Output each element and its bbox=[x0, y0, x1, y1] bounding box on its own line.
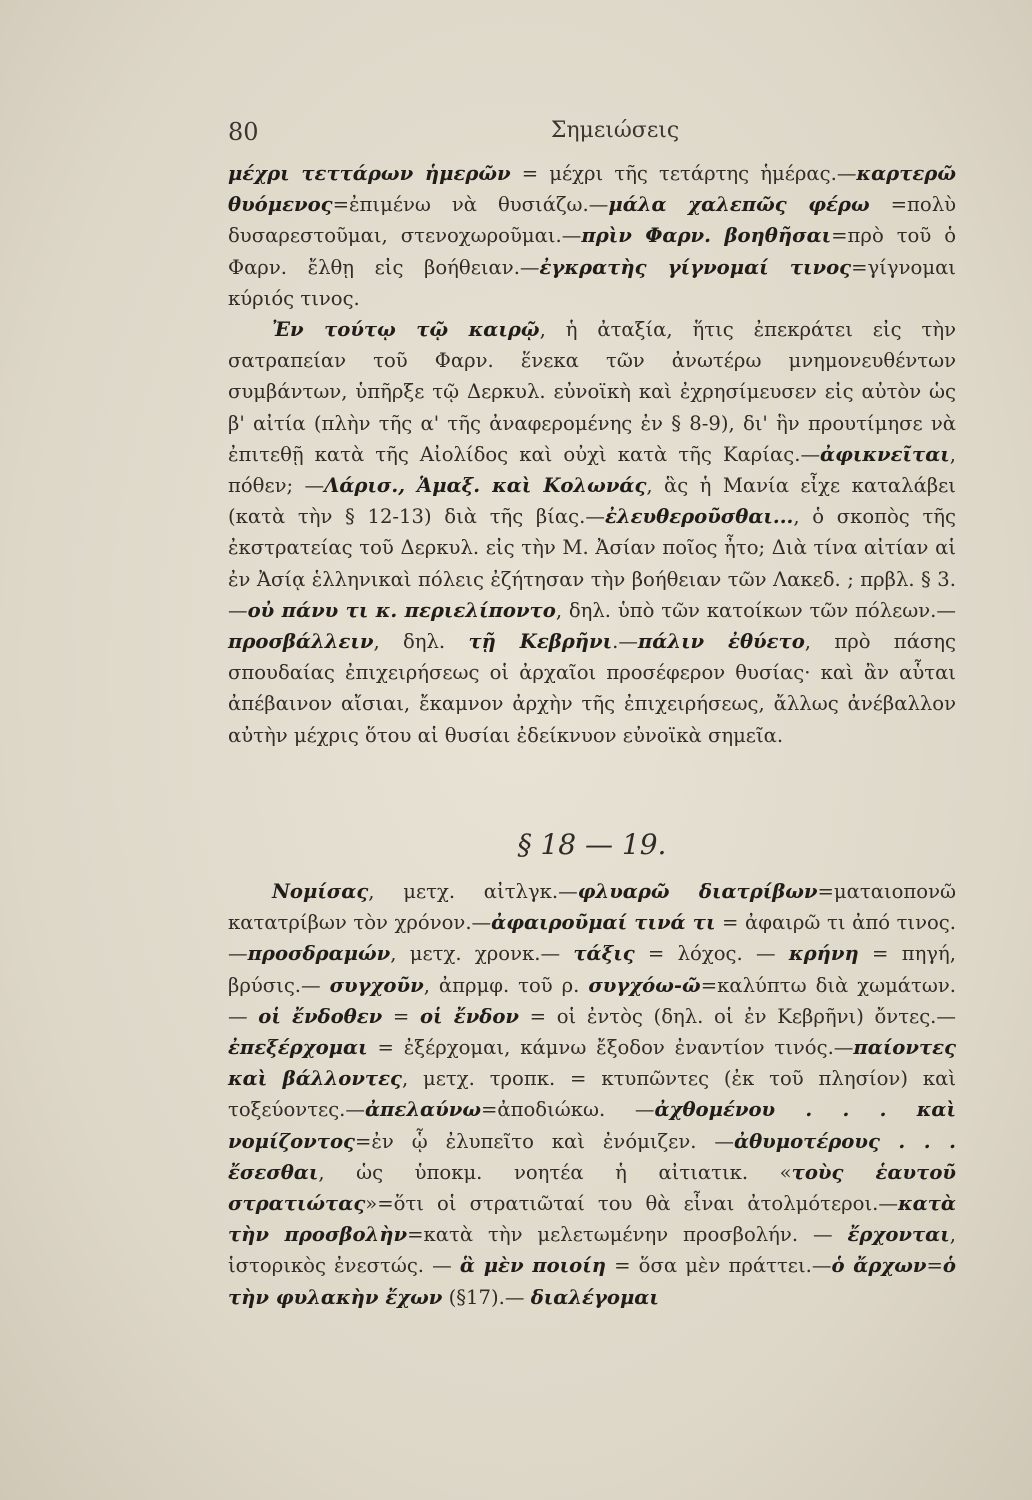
lemma-term: προσδραμών bbox=[247, 942, 391, 966]
gloss-text: , ἱστορικὸς ἐνεστώς. — bbox=[228, 1223, 956, 1278]
note-paragraph-3 bbox=[228, 876, 956, 1313]
lemma-term: κρήνη bbox=[788, 942, 859, 966]
lemma-term: ἀχθομένου . . . καὶ νομίζοντος bbox=[228, 1098, 956, 1153]
lemma-term: τοὺς ἑαυτοῦ στρατιώτας bbox=[228, 1160, 956, 1216]
gloss-text: =καλύπτω διὰ χωμάτων.— bbox=[228, 973, 956, 1028]
gloss-text: , ἀπρμφ. τοῦ ρ. bbox=[423, 973, 589, 997]
lemma-term: ἀπελαύνω bbox=[364, 1098, 481, 1122]
lemma-term: τῇ Κεβρῆνι bbox=[468, 630, 613, 654]
notes-text-upper bbox=[228, 158, 956, 751]
lemma-term: φλυαρῶ διατρίβων bbox=[577, 880, 818, 903]
gloss-text: (§17).— bbox=[442, 1285, 531, 1309]
lemma-term: ἃ μὲν ποιοίη bbox=[459, 1254, 606, 1278]
gloss-text: , δηλ. bbox=[373, 630, 469, 654]
lemma-term: ἐπεξέρχομαι bbox=[228, 1036, 368, 1060]
lemma-term: ἐγκρατὴς γίγνομαί τινος bbox=[539, 255, 852, 279]
lemma-term: προσβάλλειν bbox=[228, 630, 374, 654]
lemma-term: ἔρχονται bbox=[847, 1223, 950, 1247]
lemma-term: οὐ πάνυ τι κ. περιελίποντο bbox=[247, 598, 556, 622]
lemma-term: πρὶν Φαρν. βοηθῆσαι bbox=[581, 224, 832, 248]
gloss-text: , δηλ. ὑπὸ τῶν κατοίκων τῶν πόλεων.— bbox=[555, 598, 956, 622]
lemma-term: ὁ ἄρχων bbox=[831, 1254, 927, 1278]
gloss-text: =κατὰ τὴν μελετωμένην προσβολήν. — bbox=[407, 1223, 848, 1247]
gloss-text: = μέχρι τῆς τετάρτης ἡμέρας.— bbox=[510, 162, 857, 185]
note-paragraph-1 bbox=[228, 158, 956, 314]
gloss-text: =ματαιοπονῶ κατατρίβων τὸν χρόνον.— bbox=[228, 880, 956, 935]
lemma-term: διαλέγομαι bbox=[530, 1285, 659, 1309]
gloss-text: = bbox=[926, 1254, 943, 1278]
gloss-text: = οἱ ἐντὸς (δηλ. οἱ ἐν Κεβρῆνι) ὄντες.— bbox=[519, 1004, 956, 1028]
gloss-text: = bbox=[382, 1004, 420, 1028]
lemma-term: πάλιν ἐθύετο bbox=[637, 630, 805, 654]
gloss-text: =πολὺ δυσαρεστοῦμαι, στενοχωροῦμαι.— bbox=[228, 193, 957, 248]
gloss-text: , μετχ. χρονκ.— bbox=[390, 942, 574, 966]
gloss-text: = ἐξέρχομαι, κάμνω ἔξοδον ἐναντίον τινός.— bbox=[367, 1036, 854, 1060]
lemma-term: οἱ ἔνδοθεν bbox=[258, 1004, 383, 1028]
gloss-text: , ἡ ἀταξία, ἥτις ἐπεκράτει εἰς τὴν σατραπείαν τοῦ Φαρν. ἕνεκα τῶν ἀνωτέρω μνημονευθέντων συμβάντων, ὑπῆρξε τῷ Δερκυλ. εὐνοϊκὴ καὶ ἐχρησίμευσεν εἰς αὐτὸν ὡς β' αἰτία (πλὴν τῆς α' τῆς ἀναφερομένης ἐν § 8-9), δι' ἣν προυτίμησε νὰ ἐπιτεθῇ κατὰ τῆς Αἰολίδος καὶ οὐχὶ κατὰ τῆς Καρίας.— bbox=[228, 318, 956, 466]
notes-text-lower bbox=[228, 876, 956, 1313]
lemma-term: Λάρισ., Ἁμαξ. καὶ Κολωνάς bbox=[324, 474, 647, 498]
gloss-text: »=ὅτι οἱ στρατιῶταί του θὰ εἶναι ἀτολμότεροι.— bbox=[365, 1192, 898, 1216]
lemma-term: συγχοῦν bbox=[329, 973, 424, 997]
gloss-text: = πηγή, βρύσις.— bbox=[228, 942, 956, 997]
lemma-term: μάλα χαλεπῶς φέρω bbox=[608, 193, 870, 217]
gloss-text: , μετχ. αἰτλγκ.— bbox=[368, 880, 578, 903]
lemma-term: καρτερῶ θυόμενος bbox=[228, 162, 956, 217]
lemma-term: Νομίσας bbox=[272, 880, 369, 903]
lemma-term: Ἐν τούτῳ τῷ καιρῷ bbox=[272, 318, 540, 342]
gloss-text: , πόθεν; — bbox=[228, 442, 956, 498]
gloss-text: =ἐπιμένω νὰ θυσιάζω.— bbox=[332, 193, 609, 217]
gloss-text: , ὁ σκοπὸς τῆς ἐκστρατείας τοῦ Δερκυλ. εἰς τὴν Μ. Ἀσίαν ποῖος ἦτο; Διὰ τίνα αἰτίαν αἱ ἐν Ἀσίᾳ ἑλληνικαὶ πόλεις ἐζήτησαν τὴν βοήθειαν τῶν Λακεδ. ; πρβλ. § 3.— bbox=[228, 505, 957, 622]
gloss-text: =γίγνομαι κύριός τινος. bbox=[228, 255, 956, 310]
gloss-text: .— bbox=[612, 630, 638, 654]
lemma-term: ἀφαιροῦμαί τινά τι bbox=[491, 911, 716, 935]
lemma-term: ἐλευθεροῦσθαι... bbox=[604, 505, 794, 529]
page-number: 80 bbox=[228, 118, 259, 146]
running-title: Σημειώσεις bbox=[550, 118, 680, 143]
gloss-text: , μετχ. τροπκ. = κτυπῶντες (ἐκ τοῦ πλησίον) καὶ τοξεύοντες.— bbox=[228, 1067, 957, 1122]
section-heading: § 18 — 19. bbox=[517, 828, 667, 861]
gloss-text: , πρὸ πάσης σπουδαίας ἐπιχειρήσεως οἱ ἀρχαῖοι προσέφερον θυσίας· καὶ ἂν αὗται ἀπέβαινον αἴσιαι, ἔκαμνον ἀρχὴν τῆς ἐπιχειρήσεως, ἄλλως ἀνέβαλλον αὐτὴν μέχρις ὅτου αἱ θυσίαι ἐδείκνυον εὐνοϊκὰ σημεῖα. bbox=[228, 630, 957, 747]
gloss-text: =ἀποδιώκω. — bbox=[480, 1098, 655, 1122]
lemma-term: ὁ τὴν φυλακὴν ἔχων bbox=[228, 1254, 956, 1309]
lemma-term: οἱ ἔνδον bbox=[419, 1004, 520, 1028]
note-paragraph-2 bbox=[228, 314, 956, 751]
lemma-term: μέχρι τεττάρων ἡμερῶν bbox=[228, 162, 511, 185]
lemma-term: παίοντες καὶ βάλλοντες bbox=[228, 1036, 956, 1091]
gloss-text: = ὅσα μὲν πράττει.— bbox=[605, 1254, 832, 1278]
lemma-term: συγχόω-ῶ bbox=[588, 973, 701, 997]
lemma-term: τάξις bbox=[573, 942, 635, 966]
gloss-text: , ὡς ὑποκμ. νοητέα ἡ αἰτιατικ. « bbox=[318, 1160, 792, 1184]
gloss-text: =ἐν ᾧ ἐλυπεῖτο καὶ ἐνόμιζεν. — bbox=[354, 1129, 735, 1153]
gloss-text: , ἃς ἡ Μανία εἶχε καταλάβει (κατὰ τὴν § 12-13) διὰ τῆς βίας.— bbox=[228, 474, 956, 529]
lemma-term: ἀθυμοτέρους . . . ἔσεσθαι bbox=[228, 1129, 956, 1184]
gloss-text: = λόχος. — bbox=[634, 942, 789, 966]
lemma-term: ἀφικνεῖται bbox=[820, 442, 950, 466]
gloss-text: = ἀφαιρῶ τι ἀπό τινος.— bbox=[228, 911, 957, 966]
gloss-text: =πρὸ τοῦ ὁ Φαρν. ἔλθῃ εἰς βοήθειαν.— bbox=[228, 224, 956, 279]
lemma-term: κατὰ τὴν προσβολὴν bbox=[228, 1192, 956, 1247]
page-header bbox=[228, 118, 962, 150]
